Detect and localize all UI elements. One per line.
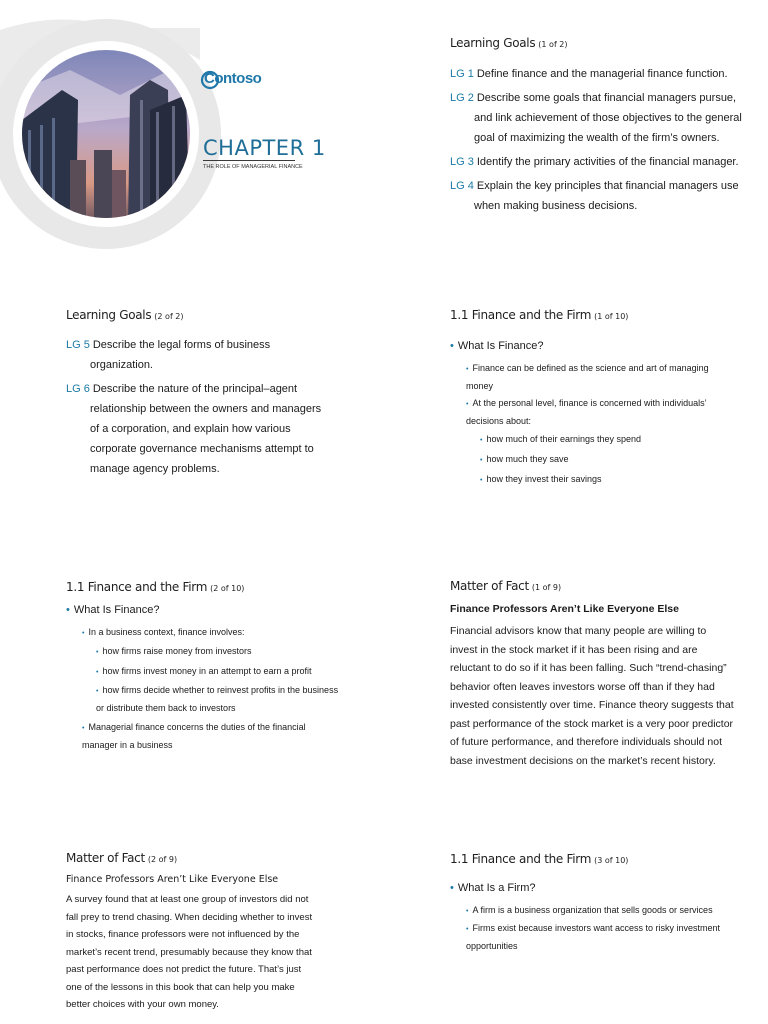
learning-goal-text: relationship between the owners and managers [90, 403, 322, 415]
fact-line: in stocks, finance professors were not influenced by the [66, 929, 300, 940]
fact-subtitle: Finance Professors Aren’t Like Everyone Else [66, 874, 279, 885]
learning-goal-text: when making business decisions. [474, 200, 638, 212]
learning-goal-text: Identify the primary activities of the financial manager. [476, 156, 739, 168]
learning-goal-tag: LG 3 [450, 156, 474, 168]
slide-title-count: (1 of 2) [538, 40, 568, 49]
chapter-subtitle: THE ROLE OF MANAGERIAL FINANCE [203, 164, 303, 170]
slide-title-count: (3 of 10) [594, 856, 629, 865]
learning-goal-text: Explain the key principles that financial managers use [476, 180, 739, 192]
bullet-item: • What Is a Firm? [450, 882, 536, 894]
learning-goal-text: of a corporation, and explain how various [90, 423, 291, 435]
learning-goal-text: Describe the nature of the principal–agent [92, 383, 298, 395]
learning-goal-tag: LG 1 [450, 68, 474, 80]
slide-finance-firm-1 [384, 272, 768, 544]
slide-title-text: Learning Goals [450, 36, 536, 50]
slide-title-text: 1.1 Finance and the Firm [450, 308, 592, 322]
bullet-item: • At the personal level, finance is concerned with individuals’ decisions about: [466, 398, 707, 426]
logo-text: Contoso [204, 70, 262, 87]
bullet-item: • In a business context, finance involves: [82, 627, 245, 637]
chapter-title: CHAPTER 1 [203, 136, 326, 160]
slide-title-count: (2 of 2) [154, 312, 184, 321]
bullet-list [450, 880, 760, 955]
learning-goal-tag: LG 2 [450, 92, 474, 104]
slide-title-count: (1 of 10) [594, 312, 629, 321]
fact-subtitle: Finance Professors Aren’t Like Everyone Else [450, 603, 679, 615]
slide-matter-of-fact-1 [384, 544, 768, 816]
fact-line: invested consistently over time. Finance theory suggests that [450, 699, 734, 711]
slide-title-text: 1.1 Finance and the Firm [66, 580, 208, 594]
fact-body [450, 622, 768, 770]
learning-goal-tag: LG 5 [66, 339, 90, 351]
slide-title-count: (2 of 10) [210, 584, 245, 593]
bullet-item: • A firm is a business organization that sells goods or services [466, 905, 713, 915]
slide-finance-firm-2 [0, 544, 384, 816]
bullet-item: • how firms invest money in an attempt to earn a profit [96, 666, 312, 676]
bullet-item: • What Is Finance? [66, 604, 160, 616]
bullet-item: • how firms decide whether to reinvest profits in the business or distribute them back to investors [96, 685, 339, 713]
bullet-list [66, 602, 376, 754]
learning-goal-tag: LG 6 [66, 383, 90, 395]
slide-title-text: Matter of Fact [66, 851, 145, 865]
fact-body [66, 891, 366, 1014]
title-rule [203, 160, 295, 161]
fact-line: past performance does not predict the future. That’s just [66, 964, 302, 975]
fact-line: Financial advisors know that many people are willing to [450, 625, 707, 637]
fact-line: reluctant to do so if it has been falling. Such “trend-chasing” [450, 662, 727, 674]
slide-title-count: (1 of 9) [531, 583, 562, 592]
slide-title [450, 579, 561, 593]
learning-goal-list [450, 64, 760, 220]
fact-line: better choices with your own money. [66, 999, 219, 1010]
title-graphic [0, 0, 384, 272]
fact-line: market’s recent trend, presumably because they know that [66, 946, 312, 958]
slide-title-text: Learning Goals [66, 308, 152, 322]
learning-goal-text: and link achievement of those objectives to the general [474, 112, 742, 124]
learning-goal-item [450, 64, 760, 84]
learning-goal-text: organization. [90, 359, 153, 371]
fact-line: invest in the stock market if it has been rising and are [450, 643, 698, 656]
slide-learning-goals-2 [0, 272, 384, 544]
slide-title-count: (2 of 9) [147, 855, 178, 864]
slide-title [450, 852, 628, 866]
learning-goal-text: Describe the legal forms of business [92, 339, 271, 351]
slide-title [450, 308, 628, 322]
fact-line: A survey found that at least one group of investors did not [66, 894, 309, 905]
learning-goal-item [450, 176, 760, 216]
learning-goal-item [450, 88, 760, 148]
bullet-item: • how firms raise money from investors [96, 646, 252, 656]
bullet-item: • Firms exist because investors want access to risky investment opportunities [466, 923, 721, 951]
fact-line: of future performance, and therefore individuals should not [450, 736, 723, 748]
slide-title [66, 851, 177, 865]
bullet-item: • Managerial finance concerns the duties of the financial manager in a business [82, 722, 306, 750]
learning-goal-text: goal of maximizing the wealth of the firm’s owners. [474, 132, 720, 144]
learning-goal-text: Describe some goals that financial managers pursue, [476, 92, 737, 104]
learning-goal-text: manage agency problems. [90, 463, 220, 475]
slide-finance-firm-3 [384, 816, 768, 1024]
fact-line: behavior often leaves investors worse off than if they had [450, 680, 715, 693]
fact-line: base investment decisions on the market’s recent history. [450, 754, 716, 767]
title-slide [0, 0, 384, 272]
bullet-item: • how much they save [480, 454, 569, 464]
bullet-item: • What Is Finance? [450, 340, 544, 352]
fact-line: past performance of the stock market is a very poor predictor [450, 717, 734, 730]
fact-line: one of the lessons in this book that can help you make [66, 981, 295, 993]
learning-goal-tag: LG 4 [450, 180, 474, 192]
slide-title-text: 1.1 Finance and the Firm [450, 852, 592, 866]
learning-goal-list [66, 335, 356, 483]
bullet-item: • Finance can be defined as the science and art of managing money [466, 363, 709, 391]
bullet-item: • how much of their earnings they spend [480, 434, 642, 444]
bullet-list [450, 338, 760, 490]
slide-title [450, 36, 568, 50]
slide-matter-of-fact-2 [0, 816, 384, 1024]
slide-title [66, 580, 244, 594]
learning-goal-item [66, 335, 356, 375]
learning-goal-text: Define finance and the managerial finance function. [476, 68, 728, 80]
slide-title-text: Matter of Fact [450, 579, 529, 593]
fact-line: fall prey to trend chasing. When deciding whether to invest [66, 911, 313, 923]
slide-title [66, 308, 184, 322]
slide-learning-goals-1 [384, 0, 768, 272]
bullet-item: • how they invest their savings [480, 474, 602, 484]
learning-goal-item [66, 379, 356, 479]
learning-goal-text: corporate governance mechanisms attempt to [90, 443, 314, 455]
learning-goal-item [450, 152, 760, 172]
